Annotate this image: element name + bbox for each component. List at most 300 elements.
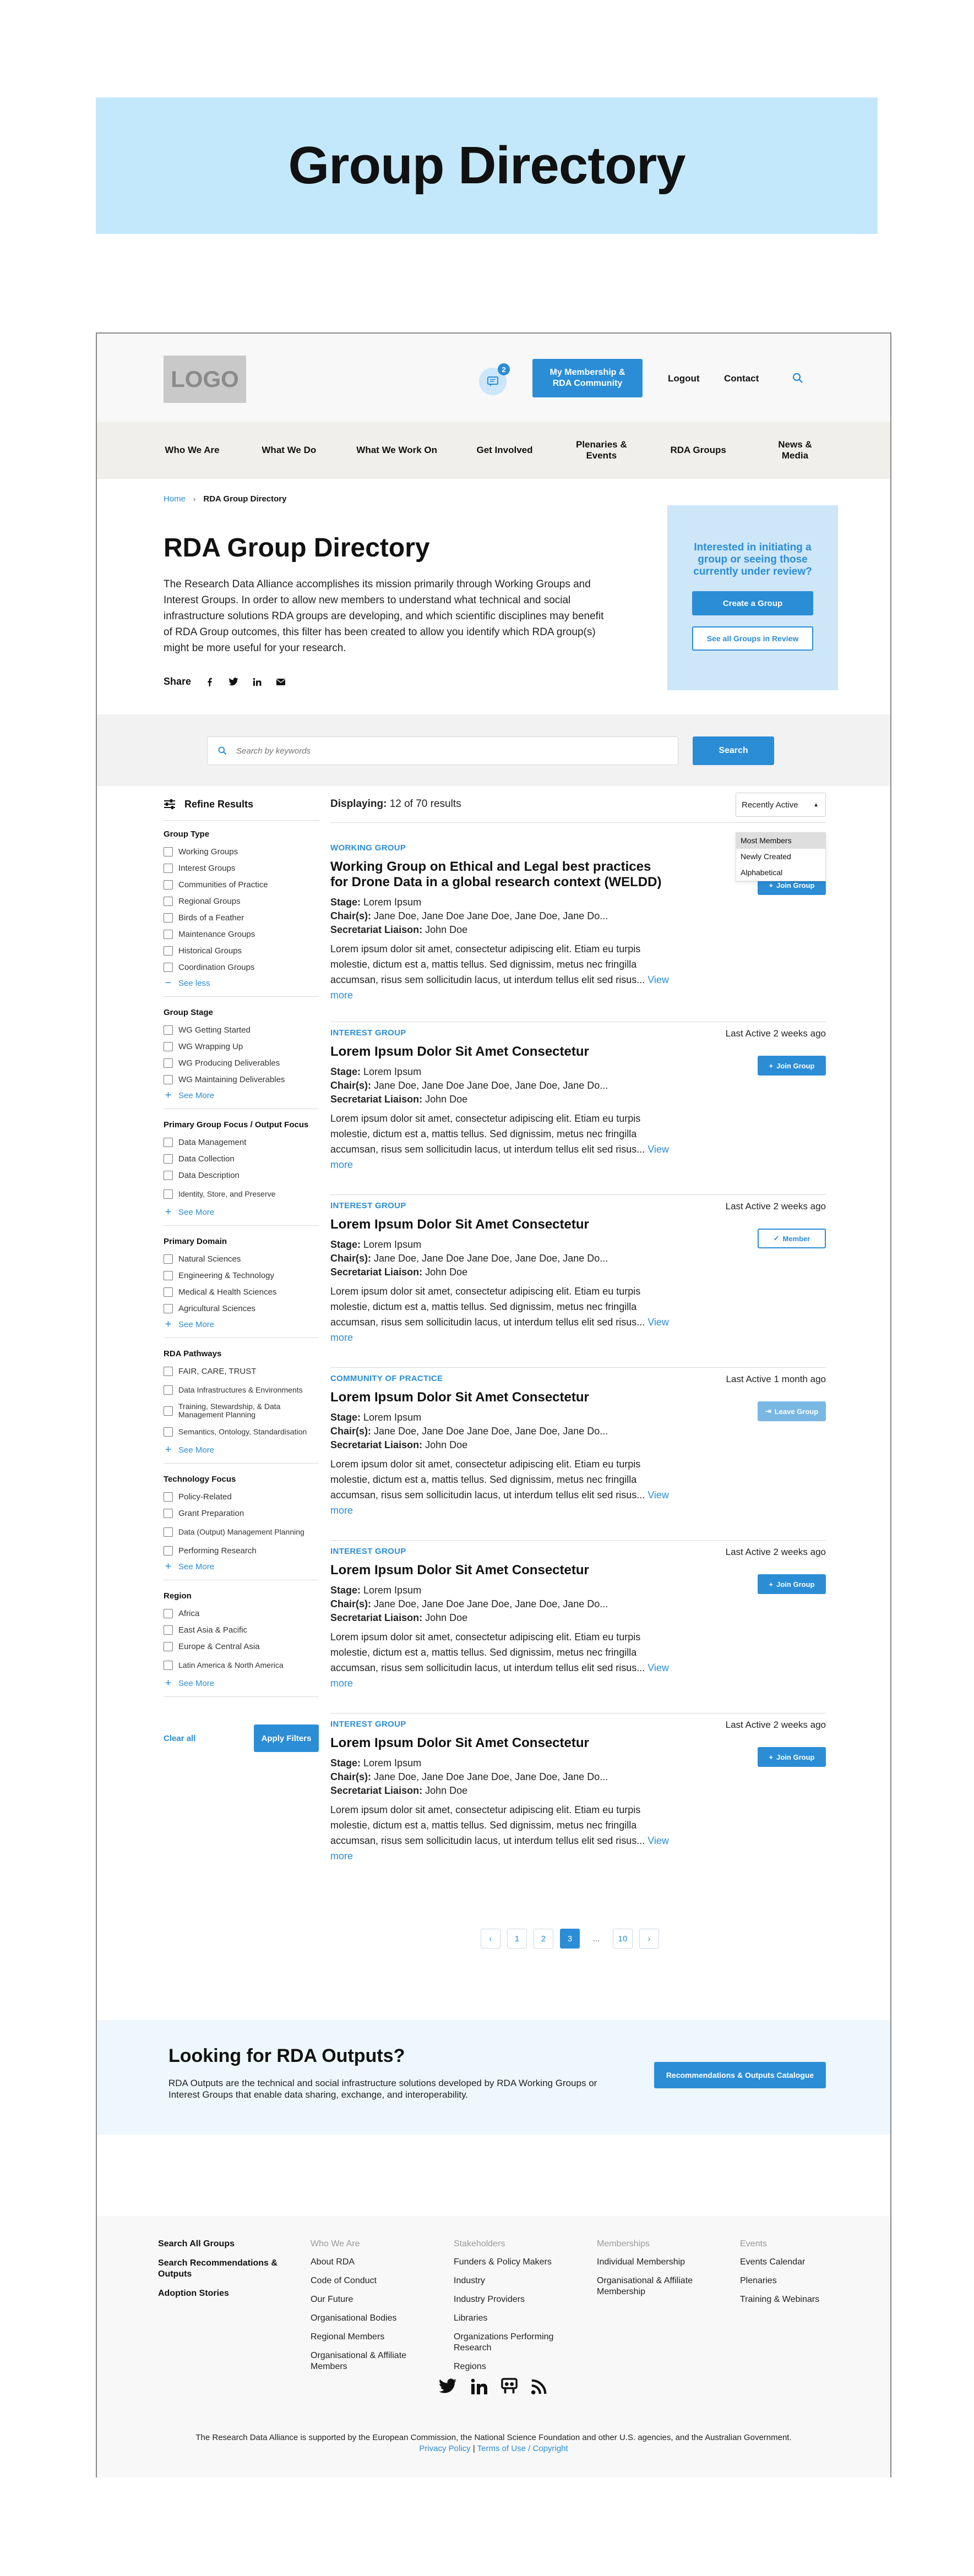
liaison-label: Secretariat Liaison: (330, 1267, 423, 1278)
sort-option[interactable]: Alphabetical (741, 868, 783, 877)
description-text: Lorem ipsum dolor sit amet, consectetur adipiscing elit. Etiam eu turpis molestie, dictum est a, mattis tellus. Sed dignissim, metus nec fringilla accumsan, risus sem sollicitudin lacus, ut interdum tellus elit sed risus... (330, 1459, 645, 1500)
filter-group (164, 829, 319, 997)
filter-option-label: Semantics, Ontology, Standardisation (178, 1427, 307, 1436)
last-active: Last Active 1 month ago (726, 1374, 826, 1384)
filter-option[interactable] (164, 909, 319, 926)
group-card (330, 1374, 826, 1518)
checkbox[interactable] (164, 1609, 173, 1618)
sort-option[interactable]: Newly Created (741, 852, 791, 861)
group-card (330, 1201, 826, 1345)
plus-icon: + (769, 1753, 774, 1761)
checkbox[interactable] (164, 1254, 173, 1264)
apply-filters-button[interactable]: Apply Filters (254, 1724, 319, 1752)
group-title[interactable]: Working Group on Ethical and Legal best practices for Drone Data in a global research context (WELDD) (330, 859, 662, 889)
see-more-link[interactable] (164, 1559, 319, 1574)
group-description (330, 1802, 683, 1864)
last-active: Last Active 2 weeks ago (725, 1720, 826, 1730)
liaison-label: Secretariat Liaison: (330, 924, 423, 935)
group-liaison: John Doe (425, 1612, 468, 1623)
chairs-label: Chair(s): (330, 1253, 372, 1264)
breadcrumb (164, 494, 287, 504)
checkbox[interactable] (164, 1075, 173, 1084)
filter-option-label: Grant Preparation (178, 1508, 244, 1518)
group-action-label: Leave Group (774, 1407, 819, 1416)
group-stage: Lorem Ipsum (363, 1239, 422, 1250)
filter-group-title: Region (164, 1591, 192, 1601)
filter-group-title: RDA Pathways (164, 1349, 222, 1358)
footer-link[interactable]: Search Recommendations & Outputs (158, 2258, 277, 2279)
see-more-label: See More (178, 1319, 215, 1329)
nav-rda-groups[interactable]: RDA Groups (670, 445, 726, 455)
outputs-catalogue-button[interactable]: Recommendations & Outputs Catalogue (654, 2062, 826, 2088)
group-action-button[interactable] (758, 1401, 826, 1421)
leave-icon: ⇥ (765, 1407, 771, 1415)
filter-option-label: Performing Research (178, 1546, 257, 1556)
filter-option[interactable] (164, 1655, 319, 1676)
nav-what-we-do[interactable]: What We Do (262, 445, 317, 455)
filter-option[interactable] (164, 1251, 319, 1267)
filter-groups (164, 829, 319, 1697)
filter-option-label: Working Groups (178, 847, 238, 856)
checkbox[interactable] (164, 1642, 173, 1651)
group-action-label: Join Group (776, 1061, 815, 1070)
footer-column (740, 2239, 856, 2313)
checkbox[interactable] (164, 1287, 173, 1297)
group-description (330, 941, 683, 1003)
see-more-link[interactable] (164, 1088, 319, 1103)
filter-option[interactable] (164, 893, 319, 909)
filter-group (164, 1237, 319, 1338)
sort-selected: Recently Active (742, 800, 798, 810)
group-action-button[interactable] (758, 1574, 826, 1594)
group-action-label: Join Group (776, 1753, 815, 1761)
chat-count-badge: 2 (498, 363, 510, 375)
see-more-label: See More (178, 1207, 215, 1217)
footer-link[interactable]: Funders & Policy Makers (454, 2257, 552, 2267)
filter-option[interactable] (164, 1622, 319, 1638)
clear-all-link[interactable]: Clear all (164, 1733, 196, 1743)
checkbox[interactable] (164, 1427, 173, 1437)
filter-option-label: Data (Output) Management Planning (178, 1527, 304, 1536)
filter-option[interactable] (164, 1400, 319, 1421)
view-more-link[interactable]: View more (330, 1662, 669, 1689)
filter-option-label: Birds of a Feather (178, 913, 244, 923)
group-meta (330, 1584, 826, 1625)
sort-select[interactable] (736, 793, 826, 817)
create-group-promo (667, 505, 838, 690)
create-group-button[interactable]: Create a Group (692, 591, 813, 615)
group-title[interactable]: Lorem Ipsum Dolor Sit Amet Consectetur (330, 1217, 589, 1232)
liaison-label: Secretariat Liaison: (330, 1094, 423, 1105)
footer-link[interactable]: Adoption Stories (158, 2289, 229, 2298)
group-stage: Lorem Ipsum (363, 897, 422, 908)
email-icon[interactable] (276, 678, 286, 686)
description-text: Lorem ipsum dolor sit amet, consectetur adipiscing elit. Etiam eu turpis molestie, dictum est a, mattis tellus. Sed dignissim, metus nec fringilla accumsan, risus sem sollicitudin lacus, ut interdum tellus elit sed risus... (330, 1113, 645, 1155)
group-type-label: INTEREST GROUP (330, 1028, 406, 1038)
page-button-current[interactable]: 3 (560, 1929, 580, 1949)
group-type-label: COMMUNITY OF PRACTICE (330, 1374, 443, 1383)
footer-link[interactable]: Organisational & Affiliate Membership (597, 2276, 693, 2296)
nav-plenaries-events[interactable]: Plenaries & Events (576, 439, 627, 461)
chairs-label: Chair(s): (330, 1080, 372, 1091)
filter-option[interactable] (164, 1267, 319, 1284)
checkbox[interactable] (164, 930, 173, 939)
filter-group-title: Technology Focus (164, 1475, 236, 1484)
description-text: Lorem ipsum dolor sit amet, consectetur adipiscing elit. Etiam eu turpis molestie, dictum est a, mattis tellus. Sed dignissim, metus nec fringilla accumsan, risus sem sollicitudin lacus, ut interdum tellus elit sed risus... (330, 1804, 645, 1846)
filter-option[interactable] (164, 1071, 319, 1088)
logo[interactable]: LOGO (164, 356, 246, 403)
divider (164, 1463, 319, 1464)
twitter-icon[interactable] (438, 2378, 457, 2395)
filter-group (164, 1349, 319, 1464)
divider (164, 1696, 319, 1697)
filter-option[interactable] (164, 1521, 319, 1542)
checkbox[interactable] (164, 1492, 173, 1502)
filter-option-label: Natural Sciences (178, 1254, 241, 1264)
page-ellipsis: ... (586, 1929, 606, 1949)
last-active: Last Active 2 weeks ago (725, 1028, 826, 1039)
search-icon (217, 746, 227, 756)
divider (330, 1540, 826, 1541)
stage-label: Stage: (330, 1239, 361, 1250)
view-more-link[interactable]: View more (330, 1489, 669, 1516)
description-text: Lorem ipsum dolor sit amet, consectetur adipiscing elit. Etiam eu turpis molestie, dictum est a, mattis tellus. Sed dignissim, metus nec fringilla accumsan, risus sem sollicitudin lacus, ut interdum tellus elit sed risus... (330, 943, 645, 985)
group-meta (330, 896, 826, 937)
checkbox[interactable] (164, 946, 173, 956)
group-chairs: Jane Doe, Jane Doe Jane Doe, Jane Doe, Jane Do... (374, 1771, 608, 1782)
footer-link[interactable]: Regions (454, 2362, 486, 2371)
filter-option-label: Policy-Related (178, 1492, 232, 1502)
checkbox[interactable] (164, 1138, 173, 1147)
facebook-icon[interactable] (205, 678, 214, 686)
filter-option-label: Engineering & Technology (178, 1270, 275, 1280)
group-action-button[interactable] (758, 1229, 826, 1248)
group-liaison: John Doe (425, 1094, 468, 1105)
filter-option[interactable] (164, 942, 319, 959)
linkedin-icon[interactable] (470, 2378, 488, 2395)
checkbox[interactable] (164, 847, 173, 856)
group-action-label: Join Group (776, 881, 815, 889)
groups-in-review-button[interactable]: See all Groups in Review (692, 626, 813, 651)
legal-links (97, 2444, 890, 2453)
footer-link[interactable]: Plenaries (740, 2276, 777, 2285)
filter-option[interactable] (164, 1022, 319, 1038)
search-input[interactable] (236, 746, 655, 756)
linkedin-icon[interactable] (253, 678, 262, 686)
stage-label: Stage: (330, 897, 361, 908)
checkbox[interactable] (164, 1625, 173, 1635)
group-action-label: Member (782, 1234, 810, 1243)
group-stage: Lorem Ipsum (363, 1585, 422, 1596)
checkbox[interactable] (164, 897, 173, 906)
see-more-label: See More (178, 1562, 215, 1571)
plus-icon: + (769, 1580, 774, 1589)
filter-option-label: WG Producing Deliverables (178, 1058, 280, 1068)
sort-option[interactable]: Most Members (736, 833, 825, 849)
filter-option-label: Data Infrastructures & Environments (178, 1385, 303, 1394)
group-liaison: John Doe (425, 1439, 468, 1450)
share-label: Share (164, 676, 192, 687)
checkbox[interactable] (164, 1154, 173, 1164)
checkbox[interactable] (164, 913, 173, 923)
checkbox[interactable] (164, 963, 173, 972)
group-chairs: Jane Doe, Jane Doe Jane Doe, Jane Doe, Jane Do... (374, 1253, 608, 1264)
view-more-link[interactable]: View more (330, 974, 669, 1001)
filter-option-label: WG Wrapping Up (178, 1041, 243, 1051)
see-more-label: See More (178, 1445, 215, 1455)
group-title[interactable]: Lorem Ipsum Dolor Sit Amet Consectetur (330, 1044, 589, 1059)
filter-option[interactable] (164, 1183, 319, 1204)
see-more-label: See less (178, 978, 210, 988)
prev-page-button[interactable]: ‹ (481, 1929, 500, 1949)
filter-option[interactable] (164, 1605, 319, 1622)
filter-option[interactable] (164, 876, 319, 893)
view-more-link[interactable]: View more (330, 1144, 669, 1170)
footer-link[interactable]: Regional Members (311, 2332, 385, 2342)
share-bar (164, 676, 286, 687)
filter-option[interactable] (164, 1038, 319, 1055)
check-icon: ✓ (773, 1234, 780, 1242)
checkbox[interactable] (164, 1058, 173, 1068)
filter-option[interactable] (164, 926, 319, 942)
social-links (438, 2378, 547, 2395)
filter-option-label: Africa (178, 1608, 200, 1618)
checkbox[interactable] (164, 1271, 173, 1280)
footer-link[interactable]: Events Calendar (740, 2257, 806, 2267)
group-chairs: Jane Doe, Jane Doe Jane Doe, Jane Doe, Jane Do... (374, 1426, 608, 1437)
site-header (97, 334, 890, 422)
footer-column-heading: Who We Are (311, 2239, 360, 2248)
banner-title: Group Directory (288, 136, 685, 195)
filter-option-label: Data Collection (178, 1154, 235, 1164)
liaison-label: Secretariat Liaison: (330, 1785, 423, 1796)
group-title[interactable]: Lorem Ipsum Dolor Sit Amet Consectetur (330, 1563, 589, 1578)
group-card (330, 1028, 826, 1172)
privacy-policy-link[interactable]: Privacy Policy (419, 2444, 471, 2453)
outputs-text: RDA Outputs are the technical and social infrastructure solutions developed by RDA Working Groups or Interest Groups that enable data sharing, exchange, and interoperability. (168, 2078, 597, 2100)
filter-option-label: Regional Groups (178, 896, 241, 906)
nav-who-we-are[interactable]: Who We Are (165, 445, 220, 455)
checkbox[interactable] (164, 1042, 173, 1051)
checkbox[interactable] (164, 1304, 173, 1313)
search-button[interactable]: Search (693, 736, 774, 765)
divider (164, 820, 319, 821)
footer-link[interactable]: Code of Conduct (311, 2276, 377, 2285)
group-description (330, 1284, 683, 1345)
filter-option[interactable] (164, 1505, 319, 1521)
filter-group (164, 1120, 319, 1226)
view-more-link[interactable]: View more (330, 1317, 669, 1343)
checkbox[interactable] (164, 1367, 173, 1376)
filter-group-title: Primary Domain (164, 1237, 227, 1246)
filter-sidebar (164, 795, 319, 1752)
group-type-label: INTEREST GROUP (330, 1201, 406, 1210)
filter-option-label: Data Management (178, 1137, 247, 1147)
plus-icon: + (769, 1061, 774, 1070)
page-button[interactable]: 10 (613, 1929, 633, 1949)
filter-option-label: Coordination Groups (178, 962, 255, 972)
group-title[interactable]: Lorem Ipsum Dolor Sit Amet Consectetur (330, 1735, 589, 1750)
group-description (330, 1456, 683, 1518)
promo-text: Interested in initiating a group or seeing those currently under review? (693, 542, 812, 577)
filter-option[interactable] (164, 1167, 319, 1183)
chairs-label: Chair(s): (330, 1598, 372, 1609)
filter-option[interactable] (164, 1055, 319, 1071)
group-action-label: Join Group (776, 1580, 815, 1589)
filter-group (164, 1591, 319, 1697)
group-chairs: Jane Doe, Jane Doe Jane Doe, Jane Doe, Jane Do... (374, 1080, 608, 1091)
breadcrumb-chevron-icon: › (193, 495, 196, 503)
group-type-label: INTEREST GROUP (330, 1720, 406, 1729)
filter-option[interactable] (164, 1638, 319, 1655)
my-membership-button[interactable]: My Membership & RDA Community (532, 359, 643, 397)
footer-link[interactable]: About RDA (311, 2257, 355, 2267)
see-more-link[interactable] (164, 1204, 319, 1220)
filter-group-title: Group Stage (164, 1008, 214, 1017)
group-liaison: John Doe (425, 1267, 468, 1278)
see-more-link[interactable] (164, 1317, 319, 1332)
footer-link[interactable]: Industry (454, 2276, 485, 2285)
chat-icon (486, 375, 499, 388)
chairs-label: Chair(s): (330, 910, 372, 921)
results-count (330, 795, 461, 814)
checkbox[interactable] (164, 880, 173, 889)
group-action-button[interactable] (758, 1056, 826, 1076)
filter-option[interactable] (164, 1284, 319, 1300)
group-stage: Lorem Ipsum (363, 1412, 422, 1423)
group-description (330, 1629, 683, 1691)
stage-label: Stage: (330, 1758, 361, 1769)
filter-option[interactable] (164, 1379, 319, 1400)
filter-option-label: Interest Groups (178, 863, 236, 873)
page-button[interactable]: 2 (534, 1929, 553, 1949)
filter-option-label: Maintenance Groups (178, 929, 255, 939)
rss-icon[interactable] (531, 2378, 547, 2395)
page-button[interactable]: 1 (507, 1929, 527, 1949)
slideshare-icon[interactable] (501, 2378, 518, 2395)
displaying-value: 12 of 70 results (389, 798, 461, 810)
search-icon[interactable] (792, 372, 804, 384)
footer-link[interactable]: Training & Webinars (740, 2295, 820, 2304)
filter-option[interactable] (164, 959, 319, 975)
chat-button[interactable] (479, 365, 507, 395)
see-more-link[interactable] (164, 1442, 319, 1458)
filter-option-label: Medical & Health Sciences (178, 1287, 277, 1297)
filter-option-label: Training, Stewardship, & Data Management Planning (178, 1402, 281, 1419)
site-footer (97, 2216, 890, 2477)
website-frame (96, 332, 891, 2477)
breadcrumb-home[interactable]: Home (164, 494, 186, 504)
filter-option[interactable] (164, 1421, 319, 1442)
footer-link[interactable]: Organisational & Affiliate Members (311, 2351, 407, 2371)
logout-link[interactable]: Logout (668, 373, 700, 384)
next-page-button[interactable]: › (639, 1929, 659, 1949)
checkbox[interactable] (164, 1189, 173, 1199)
sort-options (736, 832, 826, 881)
checkbox[interactable] (164, 1509, 173, 1518)
filter-actions (164, 1724, 319, 1752)
footer-link[interactable]: Industry Providers (454, 2295, 525, 2304)
nav-news-media[interactable]: News & Media (778, 439, 812, 461)
footer-link[interactable]: Libraries (454, 2313, 488, 2323)
footer-link[interactable]: Search All Groups (158, 2239, 235, 2248)
filter-option-label: Identity, Store, and Preserve (178, 1189, 276, 1198)
group-description (330, 1111, 683, 1172)
group-card (330, 1720, 826, 1864)
footer-column (454, 2239, 569, 2380)
filter-option[interactable] (164, 1363, 319, 1379)
terms-link[interactable]: Terms of Use / Copyright (477, 2444, 568, 2453)
filter-option-label: Data Description (178, 1170, 240, 1180)
footer-link[interactable]: Individual Membership (597, 2257, 685, 2267)
support-statement: The Research Data Alliance is supported by the European Commission, the National Science Foundation and other U.S. agencies, and the Australian Government. (195, 2433, 792, 2442)
search-box[interactable] (207, 736, 678, 765)
filter-option-label: Latin America & North America (178, 1660, 284, 1669)
footer-link[interactable]: Organisational Bodies (311, 2313, 397, 2323)
page-title: RDA Group Directory (164, 533, 430, 563)
description-text: Lorem ipsum dolor sit amet, consectetur adipiscing elit. Etiam eu turpis molestie, dictum est a, mattis tellus. Sed dignissim, metus nec fringilla accumsan, risus sem sollicitudin lacus, ut interdum tellus elit sed risus... (330, 1631, 645, 1673)
see-less-link[interactable] (164, 975, 319, 991)
group-chairs: Jane Doe, Jane Doe Jane Doe, Jane Doe, Jane Do... (374, 910, 608, 921)
group-type-label: INTEREST GROUP (330, 1547, 406, 1556)
filter-option[interactable] (164, 1300, 319, 1317)
filter-option-label: East Asia & Pacific (178, 1625, 248, 1635)
filter-option[interactable] (164, 1542, 319, 1559)
contact-link[interactable]: Contact (724, 373, 759, 384)
footer-column-heading: Events (740, 2239, 767, 2248)
group-liaison: John Doe (425, 924, 468, 935)
checkbox[interactable] (164, 1661, 173, 1670)
refine-results-title: Refine Results (184, 798, 254, 810)
checkbox[interactable] (164, 1546, 173, 1556)
view-more-link[interactable]: View more (330, 1835, 669, 1862)
filter-option[interactable] (164, 1134, 319, 1150)
filter-option-label: Europe & Central Asia (178, 1641, 260, 1651)
group-card (330, 1547, 826, 1691)
filter-option[interactable] (164, 1488, 319, 1505)
checkbox[interactable] (164, 1385, 173, 1395)
see-more-link[interactable] (164, 1676, 319, 1691)
group-title[interactable]: Lorem Ipsum Dolor Sit Amet Consectetur (330, 1390, 589, 1405)
filter-option[interactable] (164, 860, 319, 876)
checkbox[interactable] (164, 1025, 173, 1035)
twitter-icon[interactable] (228, 678, 238, 686)
group-stage: Lorem Ipsum (363, 1066, 422, 1077)
group-liaison: John Doe (425, 1785, 468, 1796)
checkbox[interactable] (164, 864, 173, 873)
nav-get-involved[interactable]: Get Involved (476, 445, 533, 455)
plus-icon: + (165, 1443, 172, 1456)
stage-label: Stage: (330, 1412, 361, 1423)
filter-option-label: Communities of Practice (178, 880, 268, 889)
last-active: Last Active 2 weeks ago (725, 1201, 826, 1211)
filter-option[interactable] (164, 843, 319, 860)
footer-link[interactable]: Our Future (311, 2295, 353, 2304)
group-action-button[interactable] (758, 1747, 826, 1767)
last-active: Last Active 2 weeks ago (725, 1547, 826, 1557)
footer-link[interactable]: Organizations Performing Research (454, 2332, 554, 2353)
refine-results-header (164, 795, 319, 814)
plus-icon: + (165, 1677, 172, 1689)
nav-what-we-work-on[interactable]: What We Work On (356, 445, 438, 455)
filter-sliders-icon (164, 799, 176, 810)
checkbox[interactable] (164, 1527, 173, 1537)
filter-option[interactable] (164, 1150, 319, 1167)
checkbox[interactable] (164, 1406, 173, 1416)
filter-option-label: WG Getting Started (178, 1025, 251, 1035)
footer-column (311, 2239, 426, 2380)
checkbox[interactable] (164, 1171, 173, 1180)
